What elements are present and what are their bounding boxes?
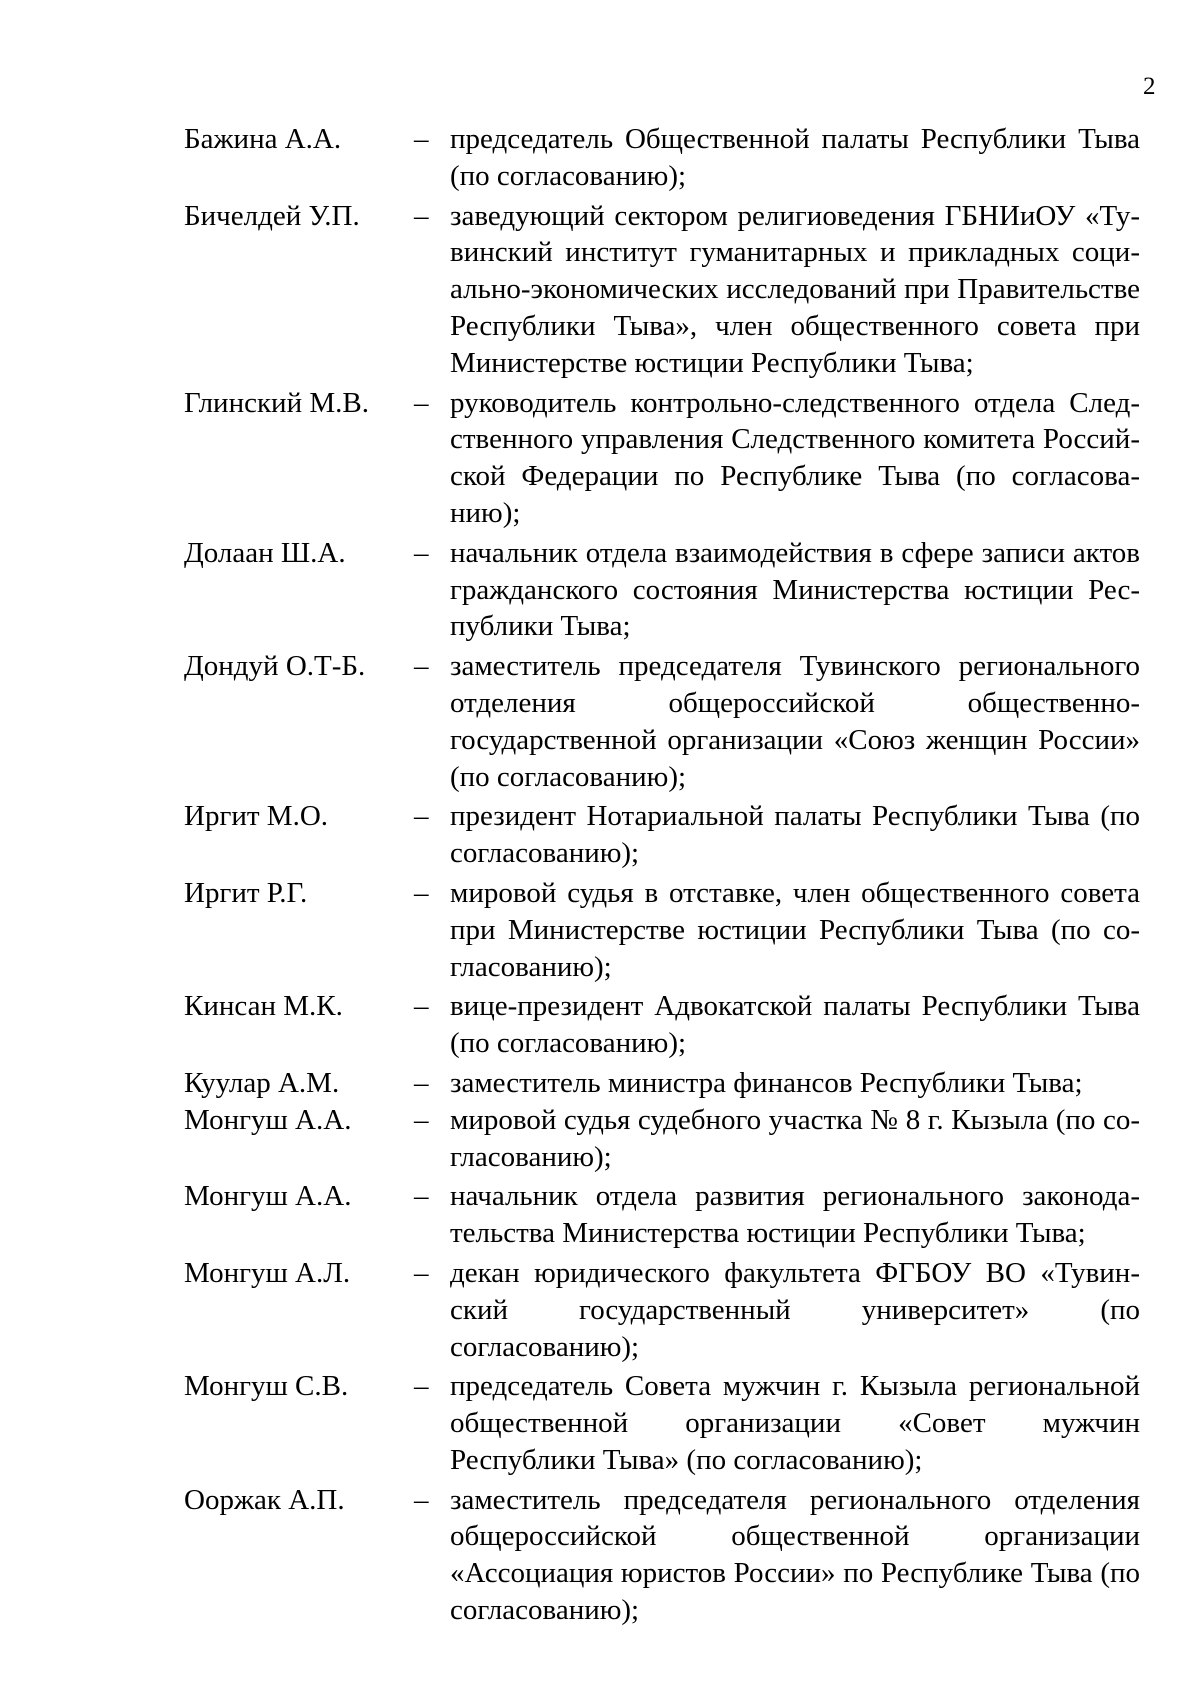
member-role: заведующий сектором религиоведения ГБНИиОУ «Тувинский институт гуманитарных и прикладных социально-экономических исследований при Правительстве Республики Тыва», член общественного совета при Министерстве юстиции Республики Тыва; <box>450 199 1140 379</box>
member-row <box>184 1482 1164 1629</box>
member-role: мировой судья судебного участка № 8 г. Кызыла (по согласованию); <box>450 1103 1140 1173</box>
members-list <box>184 121 1164 1632</box>
member-row <box>184 1065 1164 1102</box>
member-role: председатель Совета мужчин г. Кызыла региональной общественной организации «Совет мужчин Республики Тыва» (по согласованию); <box>450 1370 1140 1476</box>
member-role: президент Нотариальной палаты Республики Тыва (по согласованию); <box>450 800 1140 870</box>
member-dash: – <box>414 123 429 155</box>
member-name: Монгуш А.А. <box>184 1103 352 1136</box>
member-name: Монгуш А.Л. <box>184 1256 351 1289</box>
member-name: Монгуш А.А. <box>184 1180 352 1213</box>
member-row <box>184 648 1164 795</box>
member-dash: – <box>414 1256 429 1289</box>
member-row <box>184 1102 1164 1176</box>
member-name: Долаан Ш.А. <box>184 536 346 569</box>
member-dash: – <box>414 536 429 569</box>
member-row <box>184 875 1164 985</box>
member-name: Куулар А.М. <box>184 1066 340 1099</box>
member-role: заместитель председателя регионального отделения общероссийской общественной организации «Ассоциация юристов России» по Республике Тыва (по согласованию); <box>450 1483 1140 1627</box>
member-role: начальник отдела развития регионального законодательства Министерства юстиции Республики Тыва; <box>450 1180 1140 1250</box>
member-name: Кинсан М.К. <box>184 990 343 1023</box>
member-dash: – <box>414 876 429 909</box>
member-role: руководитель контрольно-следственного отдела Следственного управления Следственного комитета Российской Федерации по Республике Тыва (по согласованию); <box>450 386 1140 529</box>
member-dash: – <box>414 386 429 419</box>
member-name: Бажина А.А. <box>184 123 342 155</box>
member-dash: – <box>414 990 429 1023</box>
member-dash: – <box>414 650 429 683</box>
member-role: мировой судья в отставке, член общественного совета при Министерстве юстиции Республики Тыва (по согласованию); <box>450 876 1140 983</box>
member-dash: – <box>414 199 429 232</box>
member-row <box>184 1255 1164 1365</box>
member-row <box>184 121 1164 195</box>
member-row <box>184 535 1164 645</box>
member-role: вице-президент Адвокатской палаты Республики Тыва (по согласованию); <box>450 990 1140 1060</box>
member-name: Дондуй О.Т-Б. <box>184 650 366 683</box>
member-row <box>184 1368 1164 1478</box>
member-dash: – <box>414 1103 429 1136</box>
member-row <box>184 1178 1164 1252</box>
member-role: начальник отдела взаимодействия в сфере записи актов гражданского состояния Министерства юстиции Республики Тыва; <box>450 536 1140 643</box>
member-role: заместитель председателя Тувинского регионального отделения общероссийской общественно-государственной организации «Союз женщин России» (по согласованию); <box>450 650 1140 793</box>
member-name: Ооржак А.П. <box>184 1483 345 1516</box>
member-row <box>184 198 1164 382</box>
member-dash: – <box>414 1066 429 1099</box>
member-row <box>184 798 1164 872</box>
member-row <box>184 385 1164 532</box>
member-dash: – <box>414 1370 429 1403</box>
member-role: председатель Общественной палаты Республики Тыва (по согласованию); <box>450 123 1140 192</box>
member-dash: – <box>414 1483 429 1516</box>
member-role: заместитель министра финансов Республики Тыва; <box>450 1066 1083 1099</box>
member-name: Монгуш С.В. <box>184 1370 349 1403</box>
member-name: Глинский М.В. <box>184 386 369 419</box>
member-name: Иргит М.О. <box>184 800 329 833</box>
member-name: Иргит Р.Г. <box>184 876 308 909</box>
member-row <box>184 988 1164 1062</box>
member-dash: – <box>414 1180 429 1213</box>
member-role: декан юридического факультета ФГБОУ ВО «Тувинский государственный университет» (по согласованию); <box>450 1256 1140 1363</box>
page-number: 2 <box>1143 73 1156 100</box>
member-name: Бичелдей У.П. <box>184 199 360 232</box>
member-dash: – <box>414 800 429 833</box>
